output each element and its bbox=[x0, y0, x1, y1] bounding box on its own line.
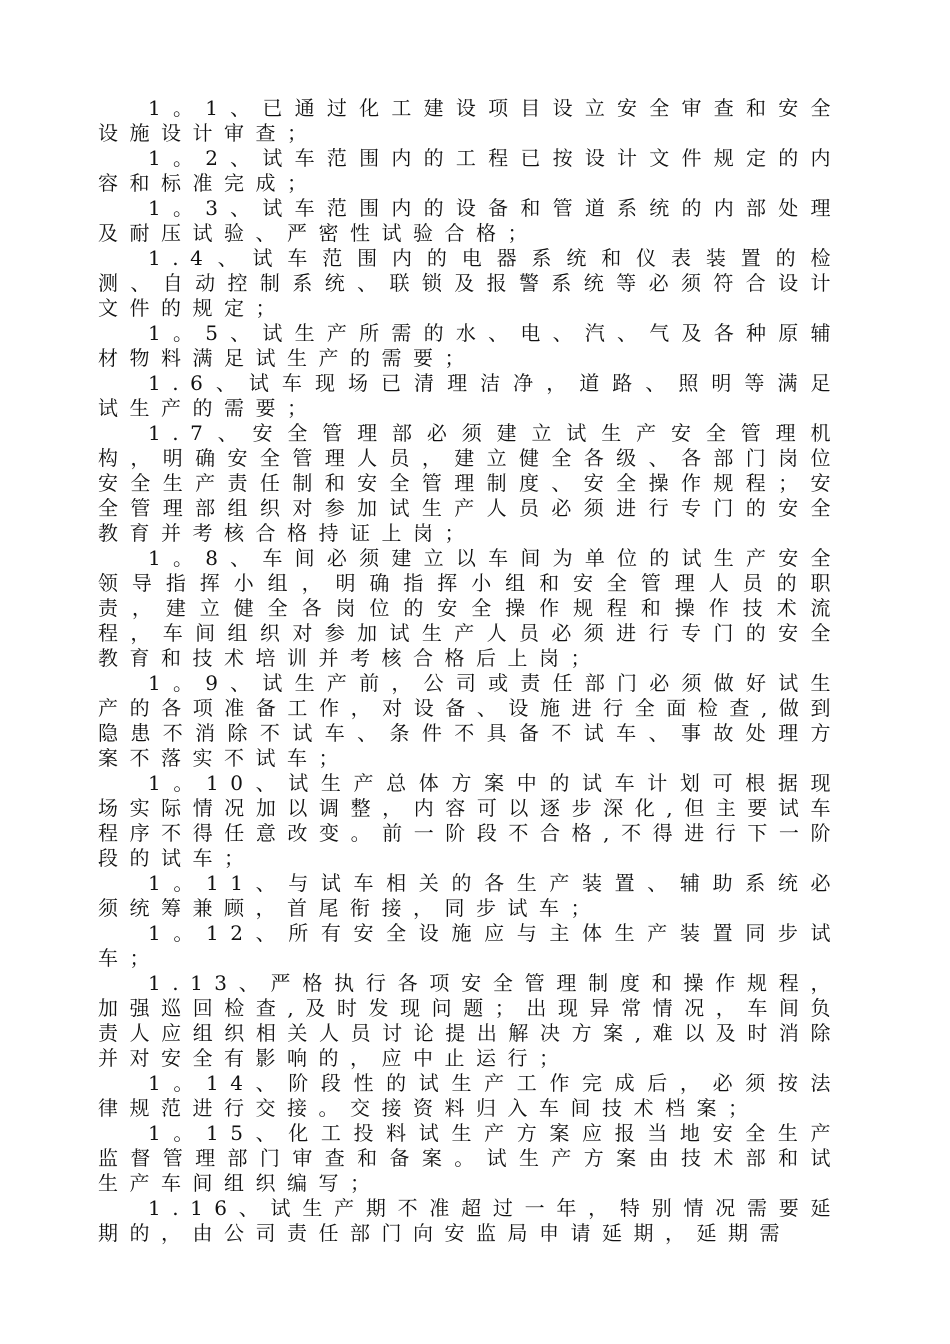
clause-1-7: 1.7、安全管理部必须建立试生产安全管理机构，明确安全管理人员，建立健全各级、各部门岗位安全生产责任制和安全管理制度、安全操作规程；安全管理部组织对参加试生产人员必须进行专门的安全教育并考核合格持证上岗； bbox=[98, 421, 842, 545]
clause-1-10: 1。10、试生产总体方案中的试车计划可根据现场实际情况加以调整，内容可以逐步深化,但主要试车程序不得任意改变。前一阶段不合格,不得进行下一阶段的试车； bbox=[98, 771, 842, 870]
clause-1-13: 1.13、严格执行各项安全管理制度和操作规程，加强巡回检查,及时发现问题；出现异常情况，车间负责人应组织相关人员讨论提出解决方案,难以及时消除并对安全有影响的，应中止运行； bbox=[98, 971, 842, 1070]
clause-1-11: 1。11、与试车相关的各生产装置、辅助系统必须统筹兼顾，首尾衔接，同步试车； bbox=[98, 871, 842, 920]
clause-1-14: 1。14、阶段性的试生产工作完成后，必须按法律规范进行交接。交接资料归入车间技术档案； bbox=[98, 1071, 842, 1120]
clause-1-2: 1。2、试车范围内的工程已按设计文件规定的内容和标准完成； bbox=[98, 146, 842, 195]
document-body bbox=[98, 96, 842, 1246]
clause-1-15: 1。15、化工投料试生产方案应报当地安全生产监督管理部门审查和备案。试生产方案由技术部和试生产车间组织编写； bbox=[98, 1121, 842, 1195]
clause-1-6: 1.6、试车现场已清理洁净，道路、照明等满足试生产的需要； bbox=[98, 371, 842, 420]
clause-1-12: 1。12、所有安全设施应与主体生产装置同步试车； bbox=[98, 921, 842, 970]
clause-1-8: 1。8、车间必须建立以车间为单位的试生产安全领导指挥小组，明确指挥小组和安全管理人员的职责，建立健全各岗位的安全操作规程和操作技术流程，车间组织对参加试生产人员必须进行专门的安全教育和技术培训并考核合格后上岗； bbox=[98, 546, 842, 670]
clause-1-1: 1。1、已通过化工建设项目设立安全审查和安全设施设计审查； bbox=[98, 96, 842, 145]
clause-1-5: 1。5、试生产所需的水、电、汽、气及各种原辅材物料满足试生产的需要； bbox=[98, 321, 842, 370]
clause-1-4: 1.4、试车范围内的电器系统和仪表装置的检测、自动控制系统、联锁及报警系统等必须符合设计文件的规定； bbox=[98, 246, 842, 320]
clause-1-16: 1.16、试生产期不准超过一年，特别情况需要延期的，由公司责任部门向安监局申请延期，延期需 bbox=[98, 1196, 842, 1245]
clause-1-9: 1。9、试生产前，公司或责任部门必须做好试生产的各项准备工作，对设备、设施进行全面检查,做到隐患不消除不试车、条件不具备不试车、事故处理方案不落实不试车； bbox=[98, 671, 842, 770]
clause-1-3: 1。3、试车范围内的设备和管道系统的内部处理及耐压试验、严密性试验合格； bbox=[98, 196, 842, 245]
